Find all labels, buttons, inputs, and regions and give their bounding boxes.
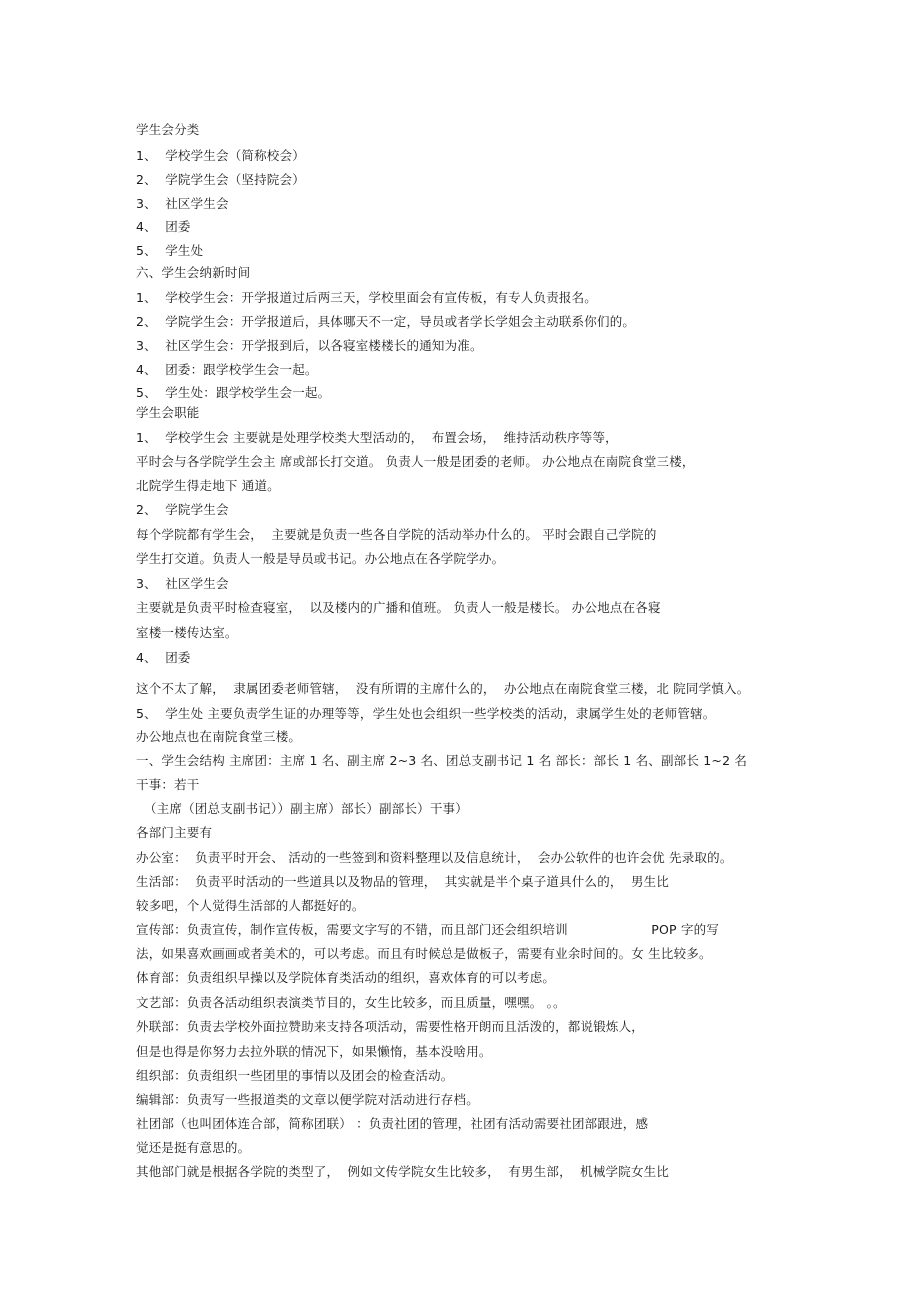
text-line: 1、 学校学生会：开学报道过后两三天，学校里面会有宣传板，有专人负责报名。 — [136, 290, 598, 305]
text-line: 北院学生得走地下 通道。 — [136, 478, 280, 493]
text-line: 较多吧，个人觉得生活部的人都挺好的。 — [136, 898, 365, 913]
text-line: 组织部：负责组织一些团里的事情以及团会的检查活动。 — [136, 1068, 454, 1083]
text-line: 生活部： 负责平时活动的一些道具以及物品的管理， 其实就是半个桌子道具什么的， 男生比 — [136, 874, 670, 889]
text-line: 5、 学生处 — [136, 243, 204, 258]
text-line: 3、 社区学生会：开学报到后，以各寝室楼楼长的通知为准。 — [136, 338, 483, 353]
text-line: 体育部：负责组织早操以及学院体育类活动的组织，喜欢体育的可以考虑。 — [136, 970, 556, 985]
text-line: 这个不太了解， 隶属团委老师管辖， 没有所谓的主席什么的， 办公地点在南院食堂三楼，北 院同学慎入。 — [136, 681, 750, 696]
text-line: 1、 学校学生会（简称校会） — [136, 148, 305, 163]
heading-structure: 一、学生会结构 主席团：主席 1 名、副主席 2~3 名、团总支副书记 1 名 部长：部长 1 名、副部长 1~2 名 — [136, 753, 748, 768]
text-line: 办公地点也在南院食堂三楼。 — [136, 729, 302, 744]
text-line: 法，如果喜欢画画或者美术的，可以考虑。而且有时候总是做板子，需要有业余时间的。女 生比较多。 — [136, 946, 712, 961]
text-line: 文艺部：负责各活动组织表演类节目的，女生比较多，而且质量，嘿嘿。 。。 — [136, 995, 566, 1010]
text-line: 4、 团委：跟学校学生会一起。 — [136, 362, 318, 377]
heading-recruitment: 六、学生会纳新时间 — [136, 265, 251, 280]
text-line: 2、 学院学生会 — [136, 502, 229, 517]
text-line: 但是也得是你努力去拉外联的情况下，如果懒惰，基本没啥用。 — [136, 1044, 492, 1059]
text-line: （主席（团总支副书记））副主席）部长）副部长）干事） — [144, 801, 468, 816]
text-line: 2、 学院学生会（坚持院会） — [136, 172, 305, 187]
text-line: 宣传部：负责宣传，制作宣传板，需要文字写的不错，而且部门还会组织培训 POP 字的写 — [136, 922, 720, 937]
text-line: 编辑部：负责写一些报道类的文章以便学院对活动进行存档。 — [136, 1092, 479, 1107]
text-line: 社团部（也叫团体连合部，简称团联） ：负责社团的管理，社团有活动需要社团部跟进，感 — [136, 1116, 649, 1131]
text-line: 干事：若干 — [136, 777, 200, 792]
text-line: 3、 社区学生会 — [136, 196, 229, 211]
text-line: 觉还是挺有意思的。 — [136, 1140, 251, 1155]
text-line: 5、 学生处：跟学校学生会一起。 — [136, 385, 331, 400]
text-line: 主要就是负责平时检查寝室， 以及楼内的广播和值班。 负责人一般是楼长。 办公地点在各寝 — [136, 600, 661, 615]
text-line: 5、 学生处 主要负责学生证的办理等等，学生处也会组织一些学校类的活动，隶属学生处的老师管辖。 — [136, 706, 716, 721]
text-line: 4、 团委 — [136, 650, 191, 665]
text-line: 办公室： 负责平时开会、 活动的一些签到和资料整理以及信息统计， 会办公软件的也许会优 先录取的。 — [136, 850, 733, 865]
text-line: 学生打交道。负责人一般是导员或书记。办公地点在各学院学办。 — [136, 551, 505, 566]
heading-classification: 学生会分类 — [136, 122, 200, 137]
heading-departments: 各部门主要有 — [136, 825, 213, 840]
text-line: 2、 学院学生会：开学报道后，具体哪天不一定，导员或者学长学姐会主动联系你们的。 — [136, 314, 636, 329]
text-line: 外联部：负责去学校外面拉赞助来支持各项活动，需要性格开朗而且活泼的，都说锻炼人， — [136, 1019, 645, 1034]
text-line: 平时会与各学院学生会主 席或部长打交道。 负责人一般是团委的老师。 办公地点在南院食堂三楼， — [136, 454, 695, 469]
text-line: 4、 团委 — [136, 219, 191, 234]
text-line: 1、 学校学生会 主要就是处理学校类大型活动的， 布置会场， 维持活动秩序等等， — [136, 430, 618, 445]
text-line: 3、 社区学生会 — [136, 576, 229, 591]
text-line: 每个学院都有学生会， 主要就是负责一些各自学院的活动举办什么的。 平时会跟自己学院的 — [136, 527, 657, 542]
text-line: 室楼一楼传达室。 — [136, 625, 238, 640]
heading-functions: 学生会职能 — [136, 405, 200, 420]
text-line: 其他部门就是根据各学院的类型了， 例如文传学院女生比较多， 有男生部， 机械学院女生比 — [136, 1164, 670, 1179]
